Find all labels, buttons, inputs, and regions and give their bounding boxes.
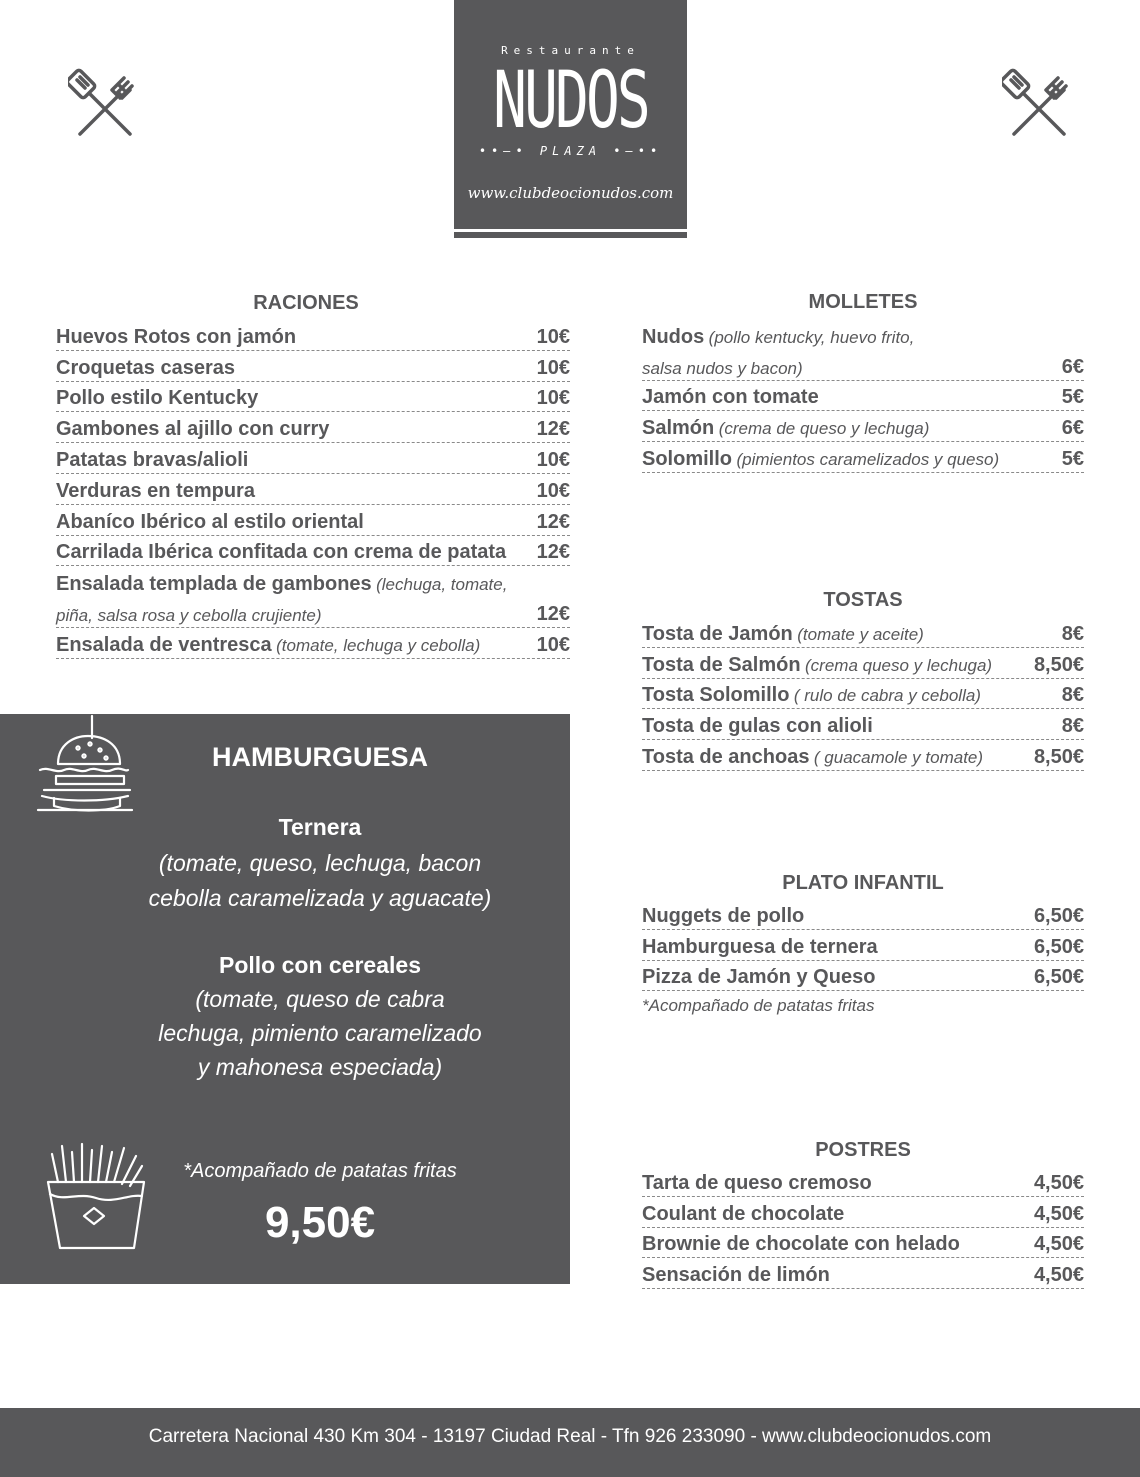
item-price: 10€: [536, 387, 570, 410]
menu-item: [56, 320, 570, 351]
item-description: ( guacamole y tomate): [813, 747, 984, 767]
menu-item-continued: [56, 597, 570, 628]
postres-title: POSTRES: [815, 1139, 911, 1161]
item-name: Abaníco Ibérico al estilo oriental: [56, 510, 364, 533]
menu-item: [56, 474, 570, 505]
footer-address: Carretera Nacional 430 Km 304 - 13197 Ciudad Real - Tfn 926 233090 - www.clubdeocionudos.com: [148, 1426, 992, 1447]
menu-item: [642, 961, 1084, 992]
tostas-title: TOSTAS: [823, 589, 903, 611]
burger-option-name: Pollo con cereales: [219, 952, 421, 978]
item-description: (crema queso y lechuga): [805, 655, 993, 675]
menu-item: [56, 351, 570, 382]
item-name: Coulant de chocolate: [642, 1202, 845, 1225]
item-name: Nuggets de pollo: [642, 904, 805, 927]
item-name: Verduras en tempura: [56, 479, 255, 502]
menu-item: [56, 536, 570, 567]
item-name: Patatas bravas/alioli: [56, 448, 249, 471]
item-price: 10€: [536, 356, 570, 379]
menu-item: [642, 709, 1084, 740]
hamburguesa-title: HAMBURGUESA: [212, 742, 428, 772]
burger-option-description: lechuga, pimiento caramelizado: [158, 1020, 482, 1046]
menu-item: [642, 411, 1084, 442]
item-name: Croquetas caseras: [56, 356, 235, 379]
item-name: Tosta de Jamón: [642, 622, 793, 645]
item-price: 5€: [1061, 447, 1084, 470]
cutlery-icon: [1002, 68, 1076, 140]
item-name: Sensación de limón: [642, 1264, 830, 1287]
infantil-list: [642, 899, 1084, 991]
item-name: Tarta de queso cremoso: [642, 1171, 872, 1194]
menu-item: [642, 679, 1084, 710]
logo-sub-text: ••—• PLAZA •—••: [478, 144, 663, 158]
logo-top-text: Restaurante: [501, 44, 640, 57]
item-name: Ensalada de ventresca: [56, 633, 272, 656]
item-description: (tomate, lechuga y cebolla): [276, 635, 481, 655]
tostas-list: [642, 617, 1084, 771]
menu-item: [642, 617, 1084, 648]
item-price: 4,50€: [1033, 1171, 1084, 1194]
burger-option-name: Ternera: [278, 814, 362, 840]
menu-item: [642, 1166, 1084, 1197]
item-price: 10€: [536, 448, 570, 471]
molletes-title: MOLLETES: [808, 291, 918, 313]
item-name: Jamón con tomate: [642, 386, 819, 409]
menu-item: [642, 899, 1084, 930]
item-name: Tosta de Salmón: [642, 653, 801, 676]
menu-item: [642, 1228, 1084, 1259]
item-price: 8€: [1061, 715, 1084, 738]
item-name: Ensalada templada de gambones: [56, 573, 372, 596]
menu-item: [642, 740, 1084, 771]
item-price: 4,50€: [1033, 1233, 1084, 1256]
hamburguesa-panel: [0, 714, 570, 1284]
item-description: (lechuga, tomate,: [376, 575, 508, 595]
hamburguesa-note: *Acompañado de patatas fritas: [183, 1160, 457, 1182]
fries-icon: [44, 1142, 148, 1252]
item-description: salsa nudos y bacon): [642, 358, 803, 378]
item-price: 6,50€: [1033, 966, 1084, 989]
item-name: Tosta Solomillo: [642, 684, 790, 707]
item-price: 5€: [1061, 386, 1084, 409]
item-description: piña, salsa rosa y cebolla crujiente): [56, 605, 322, 625]
menu-item: [642, 1197, 1084, 1228]
item-name: Gambones al ajillo con curry: [56, 418, 330, 441]
item-price: 8€: [1061, 684, 1084, 707]
item-name: Huevos Rotos con jamón: [56, 325, 297, 348]
item-name: Carrilada Ibérica confitada con crema de patata: [56, 541, 507, 564]
item-price: 12€: [536, 602, 570, 625]
menu-item: [56, 566, 570, 597]
item-price: 6€: [1061, 355, 1084, 378]
menu-item: [642, 648, 1084, 679]
infantil-note: *Acompañado de patatas fritas: [642, 996, 875, 1015]
item-price: 8€: [1061, 622, 1084, 645]
burger-option-description: (tomate, queso, lechuga, bacon: [158, 850, 482, 876]
hamburguesa-price: 9,50€: [264, 1198, 376, 1247]
item-name: Nudos: [642, 325, 705, 348]
logo-main-text: NUDOS: [493, 56, 648, 146]
item-price: 12€: [536, 541, 570, 564]
item-price: 6€: [1061, 417, 1084, 440]
menu-item: [642, 319, 1084, 350]
hamburger-icon: [34, 714, 134, 816]
menu-item: [642, 381, 1084, 412]
item-price: 10€: [536, 633, 570, 656]
footer: [0, 1408, 1140, 1477]
cutlery-icon: [68, 68, 142, 140]
item-name: Pollo estilo Kentucky: [56, 387, 259, 410]
item-name: Tosta de gulas con alioli: [642, 715, 873, 738]
menu-item: [56, 505, 570, 536]
item-price: 10€: [536, 325, 570, 348]
menu-item: [56, 628, 570, 659]
item-price: 8,50€: [1033, 653, 1084, 676]
item-name: Solomillo: [642, 447, 732, 470]
logo-url[interactable]: www.clubdeocionudos.com: [467, 184, 674, 202]
menu-item: [56, 382, 570, 413]
item-description: ( rulo de cabra y cebolla): [793, 686, 981, 706]
burger-option-description: (tomate, queso de cabra: [195, 986, 445, 1012]
menu-item: [642, 1258, 1084, 1289]
item-name: Pizza de Jamón y Queso: [642, 966, 876, 989]
item-price: 6,50€: [1033, 935, 1084, 958]
logo-underline: [454, 232, 687, 238]
burger-option-description: y mahonesa especiada): [197, 1054, 443, 1080]
item-name: Brownie de chocolate con helado: [642, 1233, 960, 1256]
item-description: (crema de queso y lechuga): [718, 419, 930, 439]
infantil-title: PLATO INFANTIL: [782, 872, 944, 894]
item-name: Tosta de anchoas: [642, 745, 810, 768]
menu-item: [642, 930, 1084, 961]
item-name: Hamburguesa de ternera: [642, 935, 878, 958]
burger-option-description: cebolla caramelizada y aguacate): [148, 885, 492, 911]
menu-item-continued: [642, 350, 1084, 381]
menu-item: [642, 442, 1084, 473]
menu-item: [56, 412, 570, 443]
item-description: (pollo kentucky, huevo frito,: [708, 327, 915, 347]
item-price: 6,50€: [1033, 904, 1084, 927]
postres-list: [642, 1166, 1084, 1289]
item-description: (tomate y aceite): [797, 624, 924, 644]
molletes-list: [642, 319, 1084, 473]
raciones-list: [56, 320, 570, 659]
raciones-title: RACIONES: [253, 292, 359, 314]
item-price: 4,50€: [1033, 1202, 1084, 1225]
item-price: 4,50€: [1033, 1264, 1084, 1287]
item-description: (pimientos caramelizados y queso): [736, 449, 1000, 469]
item-name: Salmón: [642, 417, 715, 440]
item-price: 12€: [536, 418, 570, 441]
item-price: 8,50€: [1033, 745, 1084, 768]
item-price: 10€: [536, 479, 570, 502]
item-price: 12€: [536, 510, 570, 533]
menu-item: [56, 443, 570, 474]
logo: [454, 0, 687, 229]
